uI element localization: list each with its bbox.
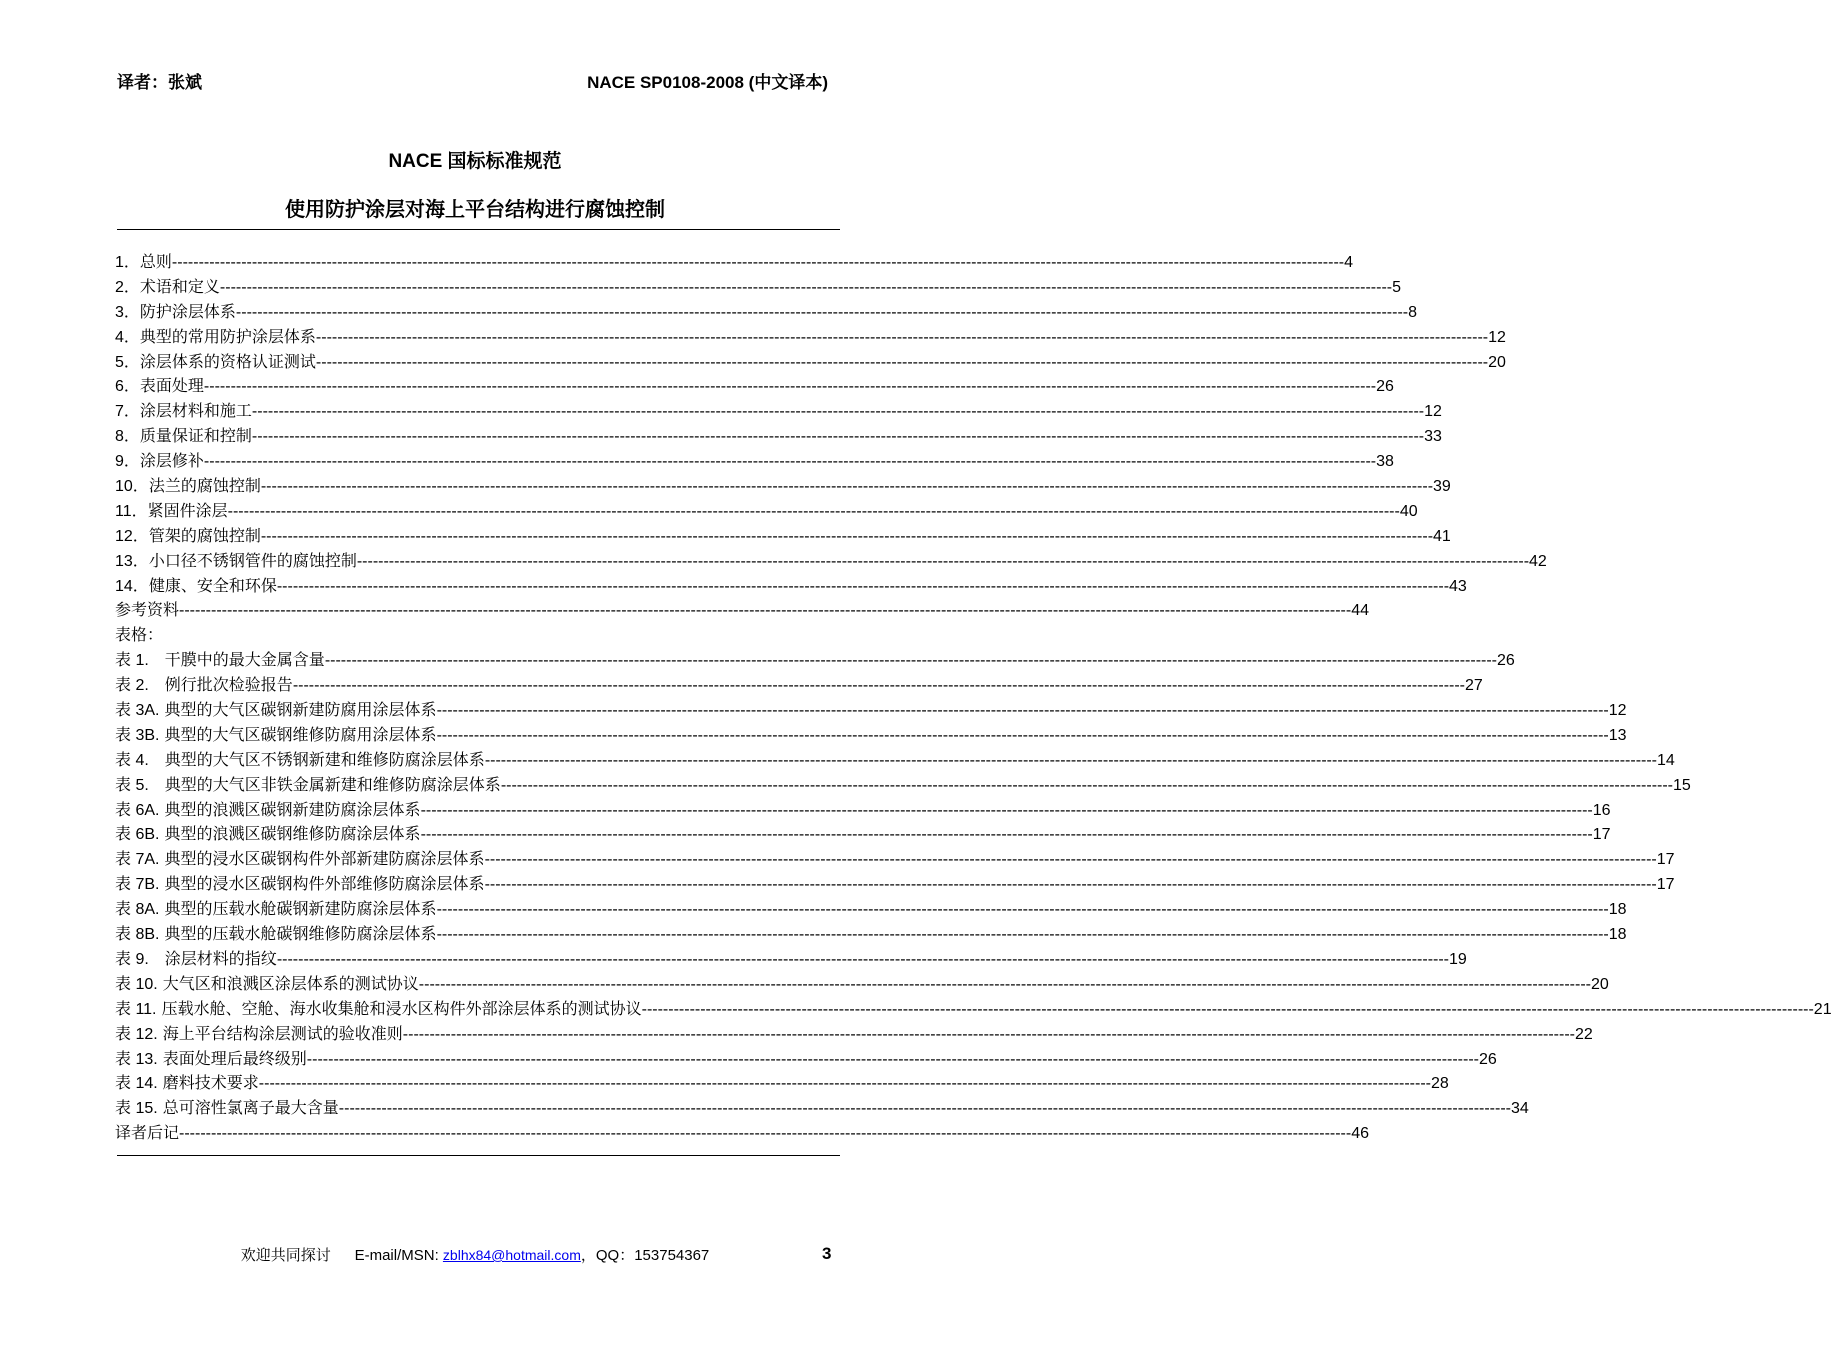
toc-entry[interactable] <box>115 673 1483 698</box>
toc-entry-text: 典型的大气区碳钢维修防腐用涂层体系 <box>159 724 437 744</box>
toc-leader: ---------------------------------------------------------------------------------------------------------------------------------------------------------------------------------------------------------------------------- <box>484 876 1657 894</box>
toc-page-number: 40 <box>1399 502 1418 520</box>
toc-entry-number: 1． <box>115 254 140 271</box>
toc-entry-label <box>115 847 485 873</box>
toc-entry-text: 紧固件涂层 <box>147 500 228 520</box>
toc-leader: ---------------------------------------------------------------------------------------------------------------------------------------------------------------------------------------------------------------------------- <box>179 602 1352 620</box>
toc-page-number: 42 <box>1529 552 1547 570</box>
toc-leader: ---------------------------------------------------------------------------------------------------------------------------------------------------------------------------------------------------------------------------- <box>315 328 1489 346</box>
toc-entry-label <box>115 300 236 326</box>
toc-entry-label <box>115 1022 403 1048</box>
toc-entry[interactable] <box>115 275 1402 300</box>
toc-leader: ---------------------------------------------------------------------------------------------------------------------------------------------------------------------------------------------------------------------------- <box>324 652 1497 670</box>
toc-entry-number: 表 5. <box>115 776 149 794</box>
toc-entry[interactable] <box>115 922 1627 947</box>
toc-entry[interactable] <box>115 598 1369 623</box>
toc-page-number: 43 <box>1449 577 1467 595</box>
toc-entry-label <box>115 574 277 600</box>
toc-leader: ---------------------------------------------------------------------------------------------------------------------------------------------------------------------------------------------------------------------------- <box>420 801 1593 819</box>
toc-page-number: 41 <box>1433 527 1451 545</box>
toc-entry-text: 防护涂层体系 <box>139 301 236 321</box>
toc-entry-text: 质量保证和控制 <box>139 426 252 446</box>
toc-entry[interactable] <box>115 822 1611 847</box>
toc-entry-text: 表面处理后最终级别 <box>157 1048 307 1068</box>
toc-entry-label <box>115 1047 307 1073</box>
footer-qq: ，QQ：153754367 <box>580 1247 710 1264</box>
toc-leader: ---------------------------------------------------------------------------------------------------------------------------------------------------------------------------------------------------------------------------- <box>251 428 1425 446</box>
toc-page-number: 26 <box>1478 1050 1497 1068</box>
toc-entry[interactable] <box>115 1047 1497 1072</box>
toc-entry-label <box>115 549 357 575</box>
toc-page-number: 20 <box>1590 975 1609 993</box>
toc-entry-label <box>115 648 325 674</box>
toc-entry-number: 表 9. <box>115 950 149 968</box>
toc-entry-label <box>115 1071 259 1097</box>
toc-leader: ---------------------------------------------------------------------------------------------------------------------------------------------------------------------------------------------------------------------------- <box>338 1100 1511 1118</box>
toc-entry-text: 磨料技术要求 <box>157 1073 259 1093</box>
toc-entry-text: 表面处理 <box>139 376 204 396</box>
toc-entry-text: 大气区和浪溅区涂层体系的测试协议 <box>157 973 419 993</box>
header-translator: 译者：张斌 <box>117 73 202 92</box>
toc-leader: ---------------------------------------------------------------------------------------------------------------------------------------------------------------------------------------------------------------------------- <box>276 950 1449 968</box>
toc-entry-text: 典型的大气区非铁金属新建和维修防腐涂层体系 <box>148 774 501 794</box>
toc-leader: ---------------------------------------------------------------------------------------------------------------------------------------------------------------------------------------------------------------------------- <box>292 677 1465 695</box>
toc-leader: ---------------------------------------------------------------------------------------------------------------------------------------------------------------------------------------------------------------------------- <box>276 577 1450 595</box>
top-divider <box>117 229 840 230</box>
toc-leader: ---------------------------------------------------------------------------------------------------------------------------------------------------------------------------------------------------------------------------- <box>500 776 1673 794</box>
toc-entry[interactable] <box>115 524 1451 549</box>
toc-leader: ---------------------------------------------------------------------------------------------------------------------------------------------------------------------------------------------------------------------------- <box>436 901 1609 919</box>
toc-entry-label <box>115 773 501 799</box>
toc-entry-number: 9． <box>115 453 140 471</box>
toc-entry-label <box>115 748 485 774</box>
toc-entry[interactable] <box>115 474 1451 499</box>
toc-entry[interactable] <box>115 847 1675 872</box>
toc-entry-label <box>115 474 261 500</box>
toc-entry-label <box>115 872 485 898</box>
document-title: NACE 国标标准规范 <box>388 151 562 172</box>
toc-entry-label <box>115 325 316 351</box>
toc-entry-number: 表 7B. <box>115 876 160 894</box>
toc-entry-number: 表 2. <box>115 677 149 695</box>
toc-entry-number: 2． <box>115 278 140 296</box>
footer-contact-label: E-mail/MSN: <box>354 1247 443 1264</box>
toc-leader: ---------------------------------------------------------------------------------------------------------------------------------------------------------------------------------------------------------------------------- <box>484 751 1657 769</box>
toc-entry-text: 涂层材料和施工 <box>139 401 252 421</box>
toc-page-number: 16 <box>1592 801 1611 819</box>
toc-entry-number: 7． <box>115 403 140 421</box>
toc-entry-text: 涂层材料的指纹 <box>148 948 277 968</box>
toc-entry-label <box>115 997 642 1023</box>
toc-entry-number: 表 10. <box>115 975 158 993</box>
toc-entry-number: 表 8B. <box>115 926 160 944</box>
email-link[interactable]: zblhx84@hotmail.com <box>442 1247 581 1263</box>
toc-entry-label <box>115 275 220 301</box>
toc-entry-text: 干膜中的最大金属含量 <box>148 650 325 670</box>
table-of-contents <box>115 250 1832 1146</box>
toc-entry[interactable] <box>115 972 1609 997</box>
toc-entry[interactable] <box>115 897 1627 922</box>
toc-entry-label <box>115 250 172 276</box>
toc-leader: ---------------------------------------------------------------------------------------------------------------------------------------------------------------------------------------------------------------------------- <box>203 453 1377 471</box>
toc-page-number: 12 <box>1488 328 1506 346</box>
toc-entry-label <box>115 623 163 648</box>
toc-entry[interactable] <box>115 499 1418 524</box>
toc-entry[interactable] <box>115 773 1691 798</box>
toc-page-number: 26 <box>1376 378 1394 396</box>
page-number: 3 <box>822 1244 832 1263</box>
toc-leader: ---------------------------------------------------------------------------------------------------------------------------------------------------------------------------------------------------------------------------- <box>436 702 1609 720</box>
toc-leader: ---------------------------------------------------------------------------------------------------------------------------------------------------------------------------------------------------------------------------- <box>420 826 1593 844</box>
toc-leader: ---------------------------------------------------------------------------------------------------------------------------------------------------------------------------------------------------------------------------- <box>258 1075 1431 1093</box>
toc-entry[interactable] <box>115 748 1675 773</box>
toc-page-number: 27 <box>1465 677 1483 695</box>
toc-entry-number: 12． <box>115 527 149 545</box>
toc-leader: ---------------------------------------------------------------------------------------------------------------------------------------------------------------------------------------------------------------------------- <box>235 303 1409 321</box>
toc-entry[interactable] <box>115 698 1627 723</box>
toc-page-number: 34 <box>1510 1100 1529 1118</box>
toc-page-number: 21 <box>1813 1000 1832 1018</box>
toc-leader: ---------------------------------------------------------------------------------------------------------------------------------------------------------------------------------------------------------------------------- <box>219 278 1393 296</box>
toc-page-number: 28 <box>1430 1075 1449 1093</box>
toc-entry-number: 5． <box>115 353 140 371</box>
toc-entry-text: 典型的大气区碳钢新建防腐用涂层体系 <box>159 700 437 720</box>
toc-entry-label <box>115 922 437 948</box>
toc-entry-label <box>115 723 437 749</box>
toc-entry-number: 表 3A. <box>115 702 160 720</box>
toc-leader: ---------------------------------------------------------------------------------------------------------------------------------------------------------------------------------------------------------------------------- <box>402 1025 1575 1043</box>
toc-leader: ---------------------------------------------------------------------------------------------------------------------------------------------------------------------------------------------------------------------------- <box>436 726 1609 744</box>
toc-entry-label <box>115 822 421 848</box>
toc-entry-number: 6． <box>115 378 140 396</box>
toc-entry[interactable] <box>115 449 1394 474</box>
toc-page-number: 17 <box>1592 826 1611 844</box>
toc-entry-text: 典型的压载水舱碳钢新建防腐涂层体系 <box>159 899 437 919</box>
bottom-divider <box>117 1155 840 1156</box>
toc-entry-number: 表 11. <box>115 1000 157 1018</box>
toc-page-number: 19 <box>1449 950 1467 968</box>
toc-page-number: 44 <box>1351 602 1369 620</box>
toc-entry-number: 13． <box>115 552 149 570</box>
toc-page-number: 20 <box>1488 353 1506 371</box>
toc-entry-number: 表 12. <box>115 1025 158 1043</box>
toc-page-number: 17 <box>1656 851 1675 869</box>
toc-entry-label <box>115 698 437 724</box>
toc-entry-number: 4． <box>115 328 140 346</box>
toc-leader: ---------------------------------------------------------------------------------------------------------------------------------------------------------------------------------------------------------------------------- <box>356 552 1530 570</box>
toc-entry-text: 译者后记 <box>115 1123 180 1143</box>
toc-entry-text: 表格： <box>115 625 164 645</box>
toc-entry-label <box>115 947 277 973</box>
toc-entry-label <box>115 499 228 525</box>
toc-entry-label <box>115 350 316 376</box>
toc-entry-label <box>115 399 252 425</box>
toc-page-number: 8 <box>1408 303 1418 321</box>
toc-leader: ---------------------------------------------------------------------------------------------------------------------------------------------------------------------------------------------------------------------------- <box>251 403 1425 421</box>
toc-entry-number: 表 6B. <box>115 826 160 844</box>
toc-entry-number: 10． <box>115 478 149 496</box>
toc-entry[interactable] <box>115 1071 1449 1096</box>
toc-entry-text: 典型的浪溅区碳钢新建防腐涂层体系 <box>159 799 421 819</box>
toc-entry-number: 表 13. <box>115 1050 158 1068</box>
toc-entry-label <box>115 673 293 699</box>
toc-page-number: 22 <box>1574 1025 1593 1043</box>
toc-entry-text: 典型的浸水区碳钢构件外部新建防腐涂层体系 <box>159 849 485 869</box>
toc-entry-label <box>115 972 419 998</box>
toc-page-number: 17 <box>1656 876 1675 894</box>
toc-entry[interactable] <box>115 623 822 648</box>
toc-entry-text: 典型的常用防护涂层体系 <box>139 326 316 346</box>
toc-leader: ---------------------------------------------------------------------------------------------------------------------------------------------------------------------------------------------------------------------------- <box>436 926 1609 944</box>
toc-entry-text: 典型的压载水舱碳钢维修防腐涂层体系 <box>159 924 437 944</box>
toc-leader: ---------------------------------------------------------------------------------------------------------------------------------------------------------------------------------------------------------------------------- <box>484 851 1657 869</box>
toc-entry-label <box>115 424 252 450</box>
toc-page-number: 4 <box>1344 254 1354 271</box>
toc-entry[interactable] <box>115 723 1627 748</box>
toc-leader: ---------------------------------------------------------------------------------------------------------------------------------------------------------------------------------------------------------------------------- <box>641 1000 1814 1018</box>
toc-entry-label <box>115 449 204 475</box>
toc-page-number: 39 <box>1433 478 1451 496</box>
toc-leader: ---------------------------------------------------------------------------------------------------------------------------------------------------------------------------------------------------------------------------- <box>260 527 1434 545</box>
toc-entry-text: 典型的浪溅区碳钢维修防腐涂层体系 <box>159 824 421 844</box>
toc-entry-text: 典型的浸水区碳钢构件外部维修防腐涂层体系 <box>159 874 485 894</box>
toc-entry-label <box>115 1096 339 1122</box>
toc-leader: ---------------------------------------------------------------------------------------------------------------------------------------------------------------------------------------------------------------------------- <box>171 254 1345 271</box>
toc-entry-text: 涂层修补 <box>139 451 204 471</box>
toc-page-number: 46 <box>1351 1125 1369 1143</box>
toc-page-number: 38 <box>1376 453 1394 471</box>
toc-page-number: 13 <box>1608 726 1627 744</box>
toc-entry[interactable] <box>115 325 1506 350</box>
toc-entry[interactable] <box>115 997 1832 1022</box>
toc-entry[interactable] <box>115 1121 1369 1146</box>
toc-entry-text: 典型的大气区不锈钢新建和维修防腐涂层体系 <box>148 749 485 769</box>
toc-entry[interactable] <box>115 300 1418 325</box>
toc-entry-label <box>115 798 421 824</box>
toc-entry-text: 参考资料 <box>115 600 180 620</box>
toc-page-number: 5 <box>1392 278 1402 296</box>
toc-entry[interactable] <box>115 947 1467 972</box>
toc-leader: ---------------------------------------------------------------------------------------------------------------------------------------------------------------------------------------------------------------------------- <box>418 975 1591 993</box>
toc-entry-number: 表 15. <box>115 1100 158 1118</box>
toc-entry[interactable] <box>115 1096 1529 1121</box>
toc-entry[interactable] <box>115 648 1515 673</box>
toc-page-number: 12 <box>1608 702 1627 720</box>
toc-entry-label <box>115 598 179 623</box>
toc-leader: ---------------------------------------------------------------------------------------------------------------------------------------------------------------------------------------------------------------------------- <box>179 1125 1352 1143</box>
toc-page-number: 26 <box>1497 652 1515 670</box>
toc-entry-label <box>115 524 261 550</box>
toc-page-number: 15 <box>1673 776 1691 794</box>
toc-entry-number: 表 3B. <box>115 726 160 744</box>
toc-page-number: 12 <box>1424 403 1442 421</box>
toc-page-number: 18 <box>1608 926 1627 944</box>
toc-entry-number: 表 6A. <box>115 801 160 819</box>
toc-entry[interactable] <box>115 250 1354 275</box>
toc-entry[interactable] <box>115 549 1547 574</box>
toc-entry-label <box>115 374 204 400</box>
toc-entry-label <box>115 897 437 923</box>
toc-entry[interactable] <box>115 574 1467 599</box>
toc-entry-text: 涂层体系的资格认证测试 <box>139 351 316 371</box>
toc-leader: ---------------------------------------------------------------------------------------------------------------------------------------------------------------------------------------------------------------------------- <box>306 1050 1479 1068</box>
toc-entry-text: 总则 <box>139 252 172 271</box>
toc-leader: ---------------------------------------------------------------------------------------------------------------------------------------------------------------------------------------------------------------------------- <box>227 502 1400 520</box>
toc-entry-text: 管架的腐蚀控制 <box>148 525 261 545</box>
toc-entry-text: 法兰的腐蚀控制 <box>148 476 261 496</box>
toc-entry-number: 3． <box>115 303 140 321</box>
toc-entry-number: 11． <box>115 502 148 520</box>
toc-entry-text: 小口径不锈钢管件的腐蚀控制 <box>148 550 357 570</box>
toc-entry[interactable] <box>115 399 1442 424</box>
toc-entry-number: 表 7A. <box>115 851 160 869</box>
toc-entry-text: 海上平台结构涂层测试的验收准则 <box>157 1023 403 1043</box>
toc-entry[interactable] <box>115 872 1675 897</box>
toc-entry[interactable] <box>115 350 1506 375</box>
toc-page-number: 18 <box>1608 901 1627 919</box>
toc-entry-text: 例行批次检验报告 <box>148 675 293 695</box>
toc-entry-text: 总可溶性氯离子最大含量 <box>157 1098 339 1118</box>
toc-entry-number: 表 4. <box>115 751 149 769</box>
document-subtitle: 使用防护涂层对海上平台结构进行腐蚀控制 <box>285 199 665 221</box>
toc-entry[interactable] <box>115 424 1442 449</box>
toc-entry-number: 8． <box>115 428 140 446</box>
toc-entry-text: 术语和定义 <box>139 276 220 296</box>
footer <box>0 1244 950 1265</box>
toc-entry[interactable] <box>115 374 1394 399</box>
toc-leader: ---------------------------------------------------------------------------------------------------------------------------------------------------------------------------------------------------------------------------- <box>315 353 1489 371</box>
toc-leader: ---------------------------------------------------------------------------------------------------------------------------------------------------------------------------------------------------------------------------- <box>203 378 1377 396</box>
toc-leader: ---------------------------------------------------------------------------------------------------------------------------------------------------------------------------------------------------------------------------- <box>260 478 1434 496</box>
toc-entry[interactable] <box>115 1022 1593 1047</box>
toc-entry-number: 表 14. <box>115 1075 158 1093</box>
toc-entry-number: 表 1. <box>115 652 149 670</box>
toc-entry-number: 14． <box>115 577 149 595</box>
toc-page-number: 14 <box>1657 751 1675 769</box>
toc-entry[interactable] <box>115 798 1611 823</box>
toc-entry-number: 表 8A. <box>115 901 160 919</box>
toc-entry-text: 健康、安全和环保 <box>148 575 277 595</box>
footer-invite: 欢迎共同探讨 <box>240 1246 331 1264</box>
toc-entry-label <box>115 1121 179 1146</box>
toc-entry-text: 压载水舱、空舱、海水收集舱和浸水区构件外部涂层体系的测试协议 <box>156 998 642 1018</box>
header-standard-code: NACE SP0108-2008 (中文译本) <box>587 73 828 92</box>
toc-page-number: 33 <box>1424 428 1442 446</box>
